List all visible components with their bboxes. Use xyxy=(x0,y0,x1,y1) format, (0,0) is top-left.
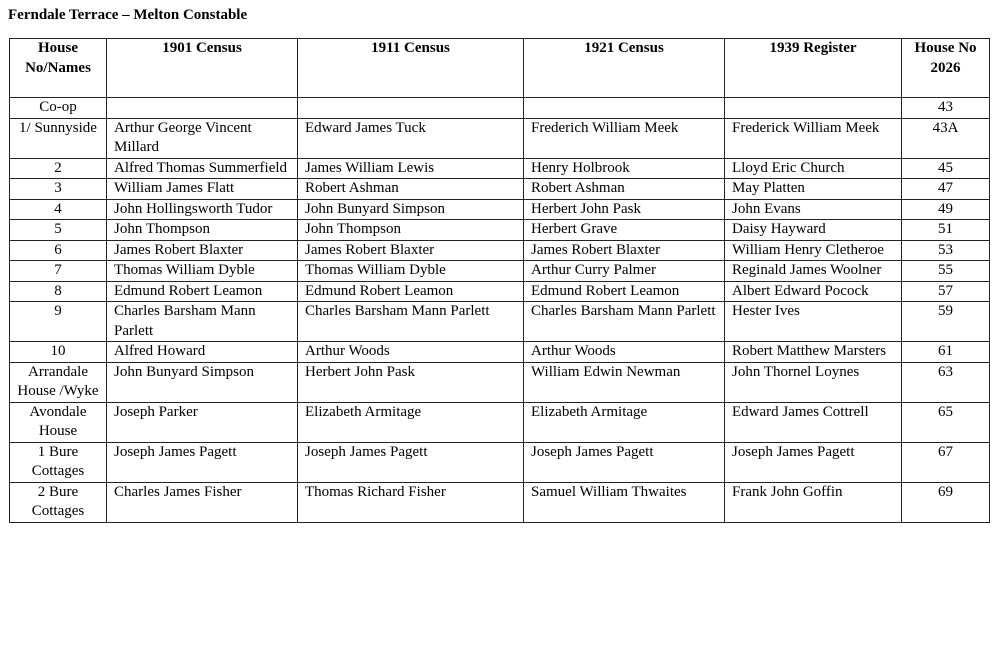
table-body xyxy=(10,98,990,523)
cell-house-no-2026: 59 xyxy=(902,302,990,342)
cell-1911-census: James Robert Blaxter xyxy=(298,240,524,261)
cell-1939-register: Reginald James Woolner xyxy=(725,261,902,282)
cell-1921-census: Samuel William Thwaites xyxy=(524,482,725,522)
cell-house: 8 xyxy=(10,281,107,302)
table-row xyxy=(10,281,990,302)
cell-1939-register: Frank John Goffin xyxy=(725,482,902,522)
table-row xyxy=(10,240,990,261)
header-1939-register: 1939 Register xyxy=(725,39,902,98)
cell-house-no-2026: 63 xyxy=(902,362,990,402)
cell-1911-census: Thomas Richard Fisher xyxy=(298,482,524,522)
cell-house: 1/ Sunnyside xyxy=(10,118,107,158)
cell-1939-register: John Thornel Loynes xyxy=(725,362,902,402)
cell-house-no-2026: 47 xyxy=(902,179,990,200)
header-house-names: House No/Names xyxy=(10,39,107,98)
cell-1901-census: William James Flatt xyxy=(107,179,298,200)
table-row xyxy=(10,402,990,442)
cell-house-no-2026: 65 xyxy=(902,402,990,442)
cell-1911-census: Joseph James Pagett xyxy=(298,442,524,482)
cell-1911-census: Thomas William Dyble xyxy=(298,261,524,282)
cell-1939-register: Daisy Hayward xyxy=(725,220,902,241)
cell-1921-census: Robert Ashman xyxy=(524,179,725,200)
cell-1911-census: Edward James Tuck xyxy=(298,118,524,158)
cell-1939-register: William Henry Cletheroe xyxy=(725,240,902,261)
cell-1921-census: William Edwin Newman xyxy=(524,362,725,402)
table-row xyxy=(10,220,990,241)
cell-1901-census: John Bunyard Simpson xyxy=(107,362,298,402)
cell-1911-census: Elizabeth Armitage xyxy=(298,402,524,442)
cell-1939-register: Joseph James Pagett xyxy=(725,442,902,482)
cell-house-no-2026: 67 xyxy=(902,442,990,482)
cell-house: Co-op xyxy=(10,98,107,119)
cell-house: 7 xyxy=(10,261,107,282)
cell-1939-register: John Evans xyxy=(725,199,902,220)
cell-house: 5 xyxy=(10,220,107,241)
header-1901-census: 1901 Census xyxy=(107,39,298,98)
cell-1939-register: Robert Matthew Marsters xyxy=(725,342,902,363)
cell-1901-census: James Robert Blaxter xyxy=(107,240,298,261)
cell-1921-census: James Robert Blaxter xyxy=(524,240,725,261)
cell-house: Arrandale House /Wyke xyxy=(10,362,107,402)
cell-1939-register: Albert Edward Pocock xyxy=(725,281,902,302)
cell-house: Avondale House xyxy=(10,402,107,442)
cell-house-no-2026: 57 xyxy=(902,281,990,302)
cell-1911-census: John Bunyard Simpson xyxy=(298,199,524,220)
header-house-no-2026: House No 2026 xyxy=(902,39,990,98)
cell-1921-census: Edmund Robert Leamon xyxy=(524,281,725,302)
cell-1921-census: Arthur Woods xyxy=(524,342,725,363)
header-1911-census: 1911 Census xyxy=(298,39,524,98)
cell-house: 6 xyxy=(10,240,107,261)
cell-house-no-2026: 49 xyxy=(902,199,990,220)
cell-1901-census: John Thompson xyxy=(107,220,298,241)
cell-house-no-2026: 45 xyxy=(902,158,990,179)
cell-1921-census xyxy=(524,98,725,119)
table-row xyxy=(10,342,990,363)
cell-house-no-2026: 43 xyxy=(902,98,990,119)
cell-1901-census: Arthur George Vincent Millard xyxy=(107,118,298,158)
cell-1939-register xyxy=(725,98,902,119)
cell-house: 2 Bure Cottages xyxy=(10,482,107,522)
table-row xyxy=(10,362,990,402)
cell-1911-census: Charles Barsham Mann Parlett xyxy=(298,302,524,342)
cell-1939-register: Lloyd Eric Church xyxy=(725,158,902,179)
table-row xyxy=(10,179,990,200)
table-row xyxy=(10,118,990,158)
cell-1911-census: John Thompson xyxy=(298,220,524,241)
cell-1921-census: Herbert Grave xyxy=(524,220,725,241)
cell-1939-register: Edward James Cottrell xyxy=(725,402,902,442)
cell-house-no-2026: 61 xyxy=(902,342,990,363)
cell-1921-census: Joseph James Pagett xyxy=(524,442,725,482)
cell-1911-census: Edmund Robert Leamon xyxy=(298,281,524,302)
cell-house-no-2026: 55 xyxy=(902,261,990,282)
cell-1939-register: May Platten xyxy=(725,179,902,200)
cell-1901-census: Thomas William Dyble xyxy=(107,261,298,282)
cell-1901-census xyxy=(107,98,298,119)
header-1921-census: 1921 Census xyxy=(524,39,725,98)
cell-house-no-2026: 43A xyxy=(902,118,990,158)
cell-house-no-2026: 53 xyxy=(902,240,990,261)
table-row xyxy=(10,482,990,522)
cell-1911-census xyxy=(298,98,524,119)
cell-house: 4 xyxy=(10,199,107,220)
cell-1921-census: Frederich William Meek xyxy=(524,118,725,158)
table-row xyxy=(10,158,990,179)
cell-1911-census: James William Lewis xyxy=(298,158,524,179)
cell-1901-census: Joseph Parker xyxy=(107,402,298,442)
cell-1901-census: John Hollingsworth Tudor xyxy=(107,199,298,220)
cell-1921-census: Henry Holbrook xyxy=(524,158,725,179)
cell-house: 2 xyxy=(10,158,107,179)
cell-1911-census: Herbert John Pask xyxy=(298,362,524,402)
cell-1901-census: Edmund Robert Leamon xyxy=(107,281,298,302)
table-row xyxy=(10,302,990,342)
cell-1901-census: Alfred Howard xyxy=(107,342,298,363)
cell-house: 9 xyxy=(10,302,107,342)
cell-1901-census: Joseph James Pagett xyxy=(107,442,298,482)
cell-1939-register: Frederick William Meek xyxy=(725,118,902,158)
cell-1921-census: Arthur Curry Palmer xyxy=(524,261,725,282)
cell-house-no-2026: 69 xyxy=(902,482,990,522)
cell-1901-census: Charles Barsham Mann Parlett xyxy=(107,302,298,342)
table-row xyxy=(10,442,990,482)
cell-house: 1 Bure Cottages xyxy=(10,442,107,482)
census-table xyxy=(9,38,990,523)
cell-1911-census: Arthur Woods xyxy=(298,342,524,363)
table-row xyxy=(10,199,990,220)
cell-1921-census: Charles Barsham Mann Parlett xyxy=(524,302,725,342)
table-header xyxy=(10,39,990,98)
cell-house: 10 xyxy=(10,342,107,363)
cell-1901-census: Charles James Fisher xyxy=(107,482,298,522)
table-row xyxy=(10,261,990,282)
table-row xyxy=(10,98,990,119)
cell-1939-register: Hester Ives xyxy=(725,302,902,342)
cell-1901-census: Alfred Thomas Summerfield xyxy=(107,158,298,179)
cell-1921-census: Elizabeth Armitage xyxy=(524,402,725,442)
cell-house-no-2026: 51 xyxy=(902,220,990,241)
cell-house: 3 xyxy=(10,179,107,200)
cell-1911-census: Robert Ashman xyxy=(298,179,524,200)
cell-1921-census: Herbert John Pask xyxy=(524,199,725,220)
header-row xyxy=(10,39,990,98)
document-title: Ferndale Terrace – Melton Constable xyxy=(8,7,248,23)
